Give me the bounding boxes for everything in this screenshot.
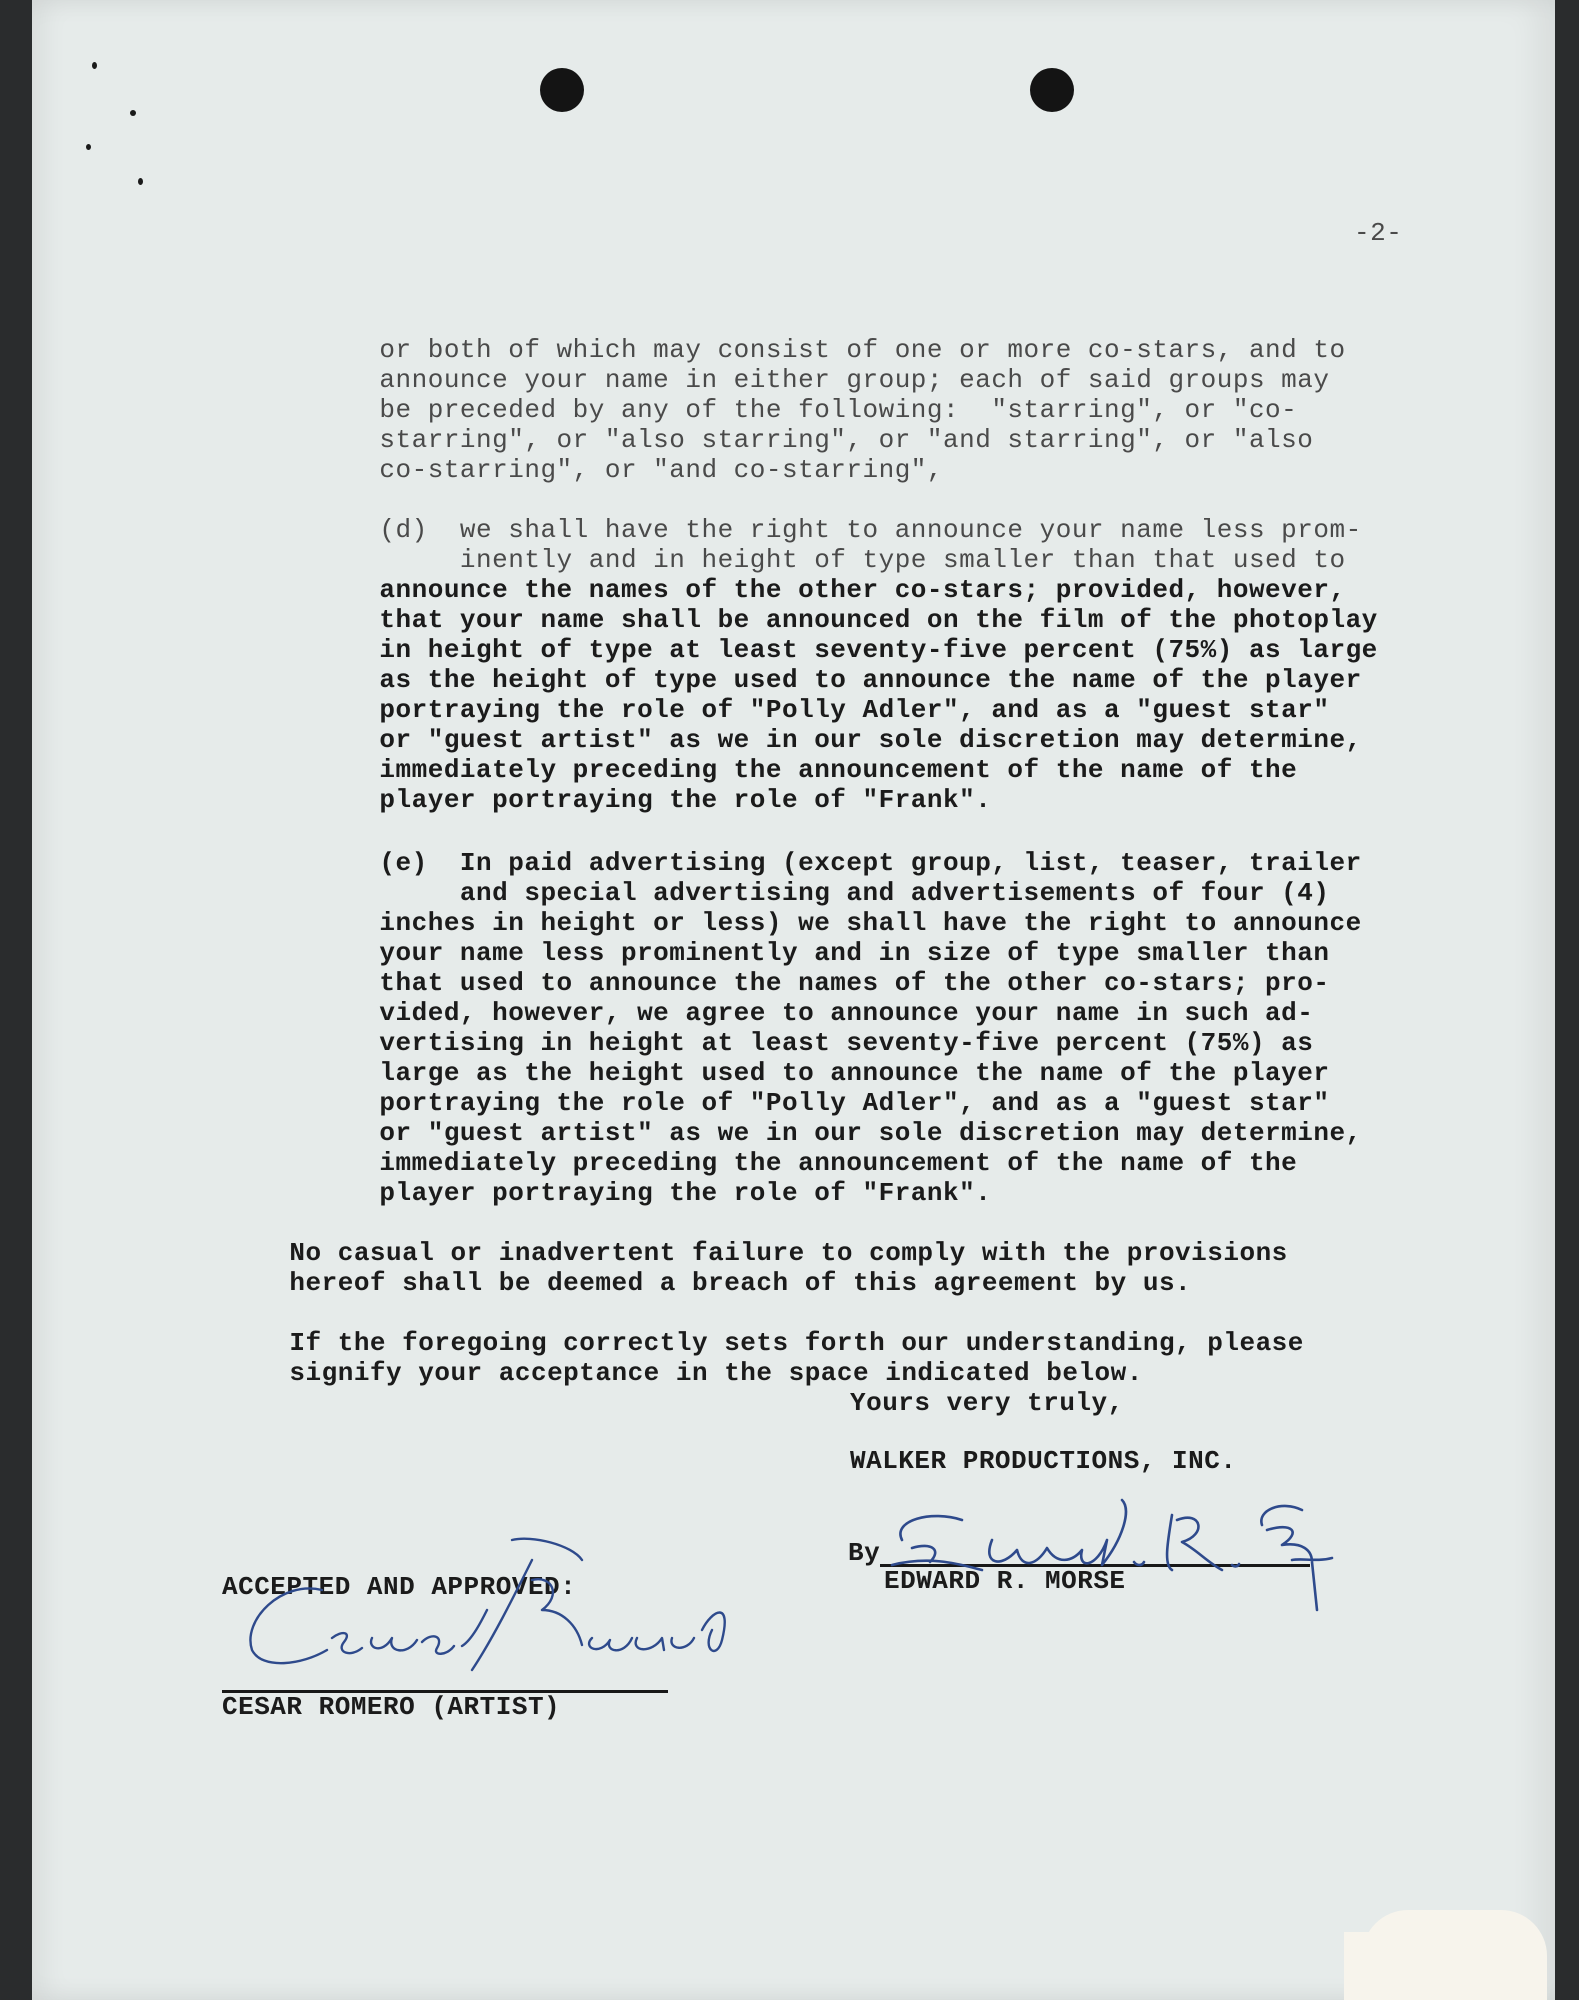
accepted-label: ACCEPTED AND APPROVED:: [222, 1572, 577, 1602]
page-number: -2-: [1354, 218, 1403, 248]
text-line: vided, however, we agree to announce your name in such ad-: [379, 998, 1314, 1028]
text-line: announce your name in either group; each of said groups may: [379, 365, 1330, 395]
text-line: portraying the role of "Polly Adler", and as a "guest star": [379, 695, 1330, 725]
text-line: portraying the role of "Polly Adler", and as a "guest star": [379, 1088, 1330, 1118]
text-line: signify your acceptance in the space indicated below.: [289, 1358, 1143, 1388]
text-line: (d) we shall have the right to announce your name less prom-: [379, 515, 1362, 545]
punch-hole: [1030, 68, 1074, 112]
paper-speck: [138, 178, 143, 185]
text-line: that your name shall be announced on the film of the photoplay: [379, 605, 1378, 635]
text-line: or both of which may consist of one or more co-stars, and to: [379, 335, 1346, 365]
text-line: be preceded by any of the following: "starring", or "co-: [379, 395, 1298, 425]
text-line: inently and in height of type smaller than that used to: [379, 545, 1346, 575]
by-label: By: [848, 1538, 881, 1568]
closing: Yours very truly,: [850, 1388, 1124, 1418]
text-line: large as the height used to announce the name of the player: [379, 1058, 1330, 1088]
text-line: immediately preceding the announcement of the name of the: [379, 755, 1298, 785]
text-line: immediately preceding the announcement of the name of the: [379, 1148, 1298, 1178]
paper-speck: [92, 62, 97, 69]
sticker: [1362, 1910, 1547, 2000]
artist-name: CESAR ROMERO (ARTIST): [222, 1692, 561, 1722]
text-line: player portraying the role of "Frank".: [379, 1178, 992, 1208]
paragraph-e: [315, 818, 1362, 1238]
text-line: in height of type at least seventy-five percent (75%) as large: [379, 635, 1378, 665]
text-line: or "guest artist" as we in our sole discretion may determine,: [379, 1118, 1362, 1148]
signer-name: EDWARD R. MORSE: [884, 1566, 1126, 1596]
romero-signature: [232, 1520, 752, 1690]
text-line: (e) In paid advertising (except group, list, teaser, trailer: [379, 848, 1362, 878]
text-line: or "guest artist" as we in our sole discretion may determine,: [379, 725, 1362, 755]
morse-signature: [872, 1470, 1352, 1630]
text-line: and special advertising and advertisements of four (4): [379, 878, 1330, 908]
company-name: WALKER PRODUCTIONS, INC.: [850, 1446, 1237, 1476]
paragraph-d: [315, 485, 1378, 845]
letter-page: [32, 0, 1555, 2000]
paragraph-continued: [315, 305, 1346, 515]
punch-hole: [540, 68, 584, 112]
paragraph-acceptance: [225, 1298, 1304, 1418]
text-line: that used to announce the names of the other co-stars; pro-: [379, 968, 1330, 998]
text-line: player portraying the role of "Frank".: [379, 785, 992, 815]
text-line: as the height of type used to announce the name of the player: [379, 665, 1362, 695]
text-line: inches in height or less) we shall have the right to announce: [379, 908, 1362, 938]
text-line: No casual or inadvertent failure to comply with the provisions: [289, 1238, 1288, 1268]
text-line: starring", or "also starring", or "and starring", or "also: [379, 425, 1314, 455]
text-line: co-starring", or "and co-starring",: [379, 455, 944, 485]
text-line: announce the names of the other co-stars; provided, however,: [379, 575, 1346, 605]
text-line: vertising in height at least seventy-five percent (75%) as: [379, 1028, 1314, 1058]
text-line: If the foregoing correctly sets forth our understanding, please: [289, 1328, 1304, 1358]
paper-speck: [130, 110, 136, 116]
paper-speck: [86, 144, 91, 150]
text-line: hereof shall be deemed a breach of this agreement by us.: [289, 1268, 1192, 1298]
text-line: your name less prominently and in size of type smaller than: [379, 938, 1330, 968]
